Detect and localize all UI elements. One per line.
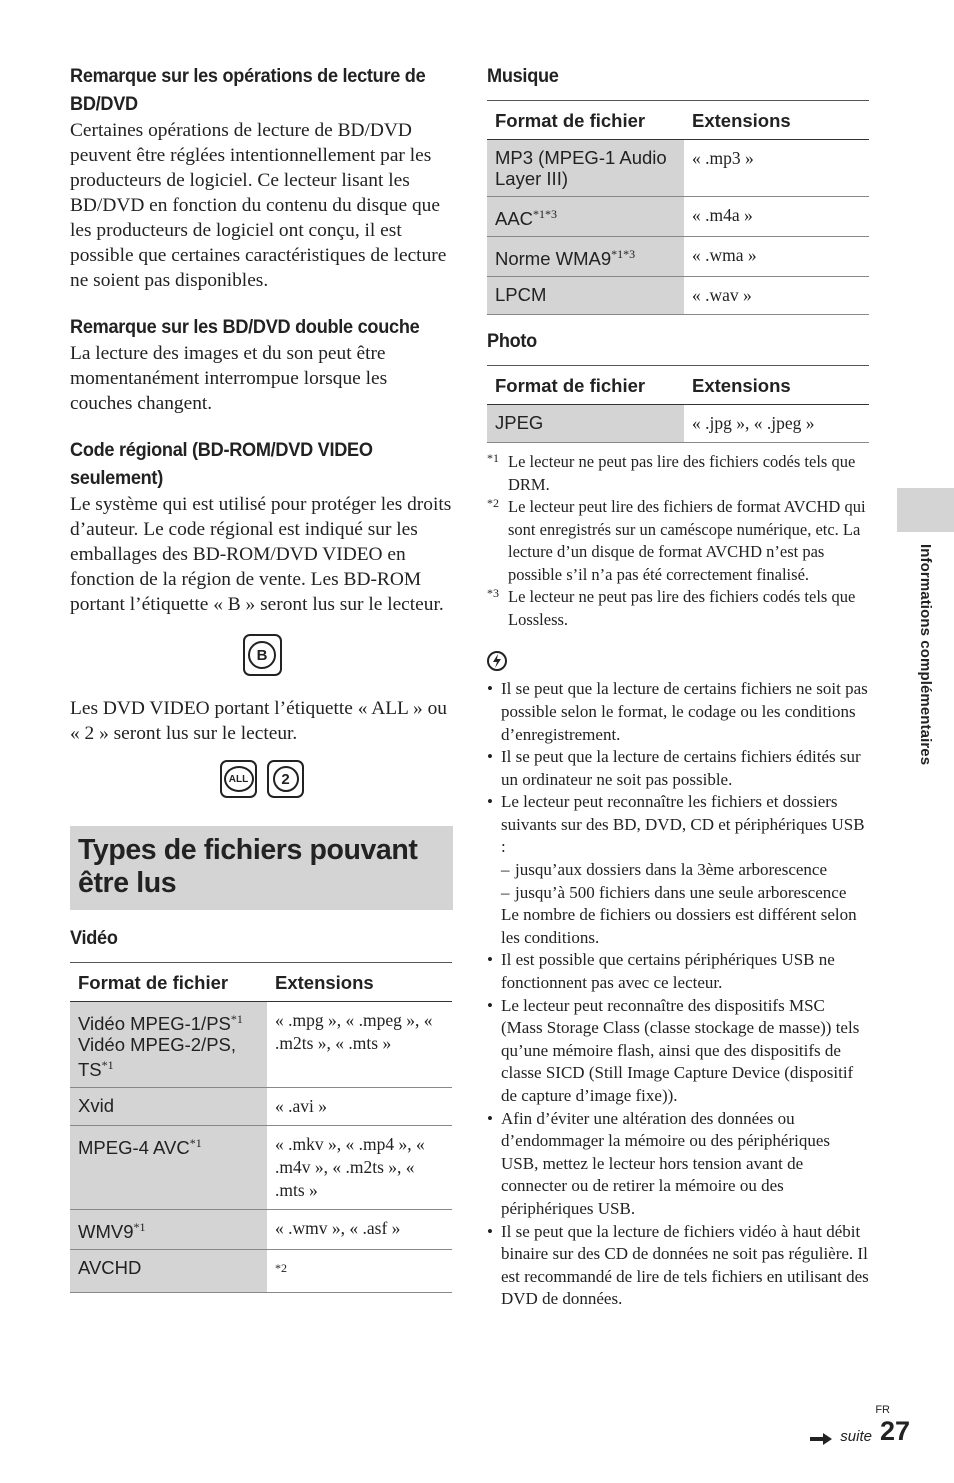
extension-cell: [267, 1250, 452, 1293]
extension-cell: « .wma »: [684, 237, 869, 277]
format-cell: LPCM: [487, 277, 684, 315]
region-dvd-badge-row: [70, 760, 454, 798]
footnote-ref: *1: [189, 1136, 202, 1151]
footnote-mark: *1: [487, 451, 499, 466]
footnote-text: Le lecteur ne peut pas lire des fichiers codés tels que DRM.: [508, 452, 856, 494]
table-row: [487, 140, 869, 197]
section-body-playback-note: Certaines opérations de lecture de BD/DVD peuvent être réglées intentionnellement par les producteurs de logiciel. Ce lecteur lisant les BD/DVD en fonction du contenu du disque que les producteurs de logiciel ont conçu, il est possible que certaines caractéristiques de lecture ne soient pas disponibles.: [70, 120, 447, 291]
footnote-ref: *1*3: [611, 247, 636, 262]
format-cell: JPEG: [487, 405, 684, 443]
format-text: Vidéo MPEG-1/PS: [78, 1013, 231, 1035]
section-body-region-code-dvd: Les DVD VIDEO portant l’étiquette « ALL » ou « 2 » seront lus sur le lecteur.: [70, 698, 447, 744]
table-row: [487, 237, 869, 277]
section-title-dual-layer: Remarque sur les BD/DVD double couche: [70, 316, 420, 338]
photo-format-table: [487, 365, 869, 443]
column-header-extensions: Extensions: [267, 963, 452, 1002]
continued-label: suite: [840, 1428, 872, 1445]
chapter-side-label: [918, 544, 938, 800]
video-label: Vidéo: [70, 927, 118, 949]
footnote-ref: *1: [230, 1012, 243, 1026]
section-body-dual-layer: La lecture des images et du son peut être momentanément interrompue lorsque les couches changent.: [70, 343, 388, 414]
video-format-table: [70, 962, 452, 1293]
column-header-format: Format de fichier: [487, 101, 684, 140]
list-item: • Le lecteur peut reconnaître des dispositifs MSC (Mass Storage Class (classe stockage de masse)) tels qu’une mémoire flash, ainsi que des dispositifs de classe SICD (Still Image Capture Device (dispositif de capture d’image fixe)).: [487, 995, 869, 1108]
format-cell: [487, 197, 684, 237]
table-row: [70, 1126, 452, 1210]
list-item: [487, 791, 869, 949]
extension-cell: « .mpg », « .mpeg », « .m2ts », « .mts »: [267, 1002, 452, 1088]
format-cell: AVCHD: [70, 1250, 267, 1293]
table-row: [70, 1210, 452, 1250]
list-item: • Il se peut que la lecture de certains fichiers ne soit pas possible selon le format, le codage ou les conditions d’enregistrement.: [487, 678, 869, 746]
footnote-mark: *3: [487, 586, 499, 601]
table-row: [487, 197, 869, 237]
extension-cell: « .avi »: [267, 1088, 452, 1126]
region-b-badge-row: [70, 634, 454, 676]
format-cell: [70, 1126, 267, 1210]
extension-cell: « .mp3 »: [684, 140, 869, 197]
footnote: [487, 451, 869, 496]
footnote-text: Le lecteur peut lire des fichiers de format AVCHD qui sont enregistrés sur un caméscope numérique, etc. La lecture d’un disque de format AVCHD n’est pas possible s’il n’a pas été correctement finalisé.: [508, 497, 866, 584]
note-subitem: – jusqu’à 500 fichiers dans une seule arborescence: [501, 882, 869, 905]
list-item: • Il est possible que certains périphériques USB ne fonctionnent pas avec ce lecteur.: [487, 949, 869, 994]
extension-cell: « .jpg », « .jpeg »: [684, 405, 869, 443]
footnote-text: Le lecteur ne peut pas lire des fichiers codés tels que Lossless.: [508, 587, 856, 629]
chapter-tab-marker: [897, 488, 954, 532]
note-text: Le nombre de fichiers ou dossiers est différent selon les conditions.: [501, 905, 857, 947]
format-text: WMV9: [78, 1221, 134, 1243]
region-2-badge: [267, 760, 304, 798]
footnote-ref: *1: [133, 1220, 146, 1235]
footnote: [487, 586, 869, 631]
format-cell: [70, 1210, 267, 1250]
music-label: Musique: [487, 65, 559, 87]
region-all-label: ALL: [224, 766, 254, 792]
region-2-label: 2: [273, 766, 299, 792]
language-code: FR: [875, 1404, 890, 1416]
footnote-ref: *1: [101, 1058, 114, 1073]
column-header-format: Format de fichier: [70, 963, 267, 1002]
footnote-mark: *2: [487, 496, 499, 511]
note-subitem: – jusqu’aux dossiers dans la 3ème arborescence: [501, 859, 869, 882]
table-row: [487, 405, 869, 443]
region-b-label: B: [248, 641, 276, 669]
section-title-playback-note: Remarque sur les opérations de lecture de BD/DVD: [70, 65, 426, 115]
format-cell: [487, 237, 684, 277]
format-text: Norme WMA9: [495, 248, 612, 270]
table-row: [70, 1250, 452, 1293]
section-body-region-code: Le système qui est utilisé pour protéger les droits d’auteur. Le code régional est indiqué sur les emballages des BD-ROM/DVD VIDEO en fonction de la région de vente. Les BD-ROM portant l’étiquette « B » seront lus sur le lecteur.: [70, 494, 452, 615]
page-footer: [810, 1404, 910, 1445]
list-item: • Afin d’éviter une altération des données ou d’endommager la mémoire ou des périphériques USB, mettez le lecteur hors tension avant de connecter ou de retirer la mémoire ou des périphériques USB.: [487, 1108, 869, 1221]
table-row: [487, 277, 869, 315]
list-item: • Il se peut que la lecture de fichiers vidéo à haut débit binaire sur des CD de données ne soit pas régulière. Il est recommandé de lire de tels fichiers en utilisant des DVD de données.: [487, 1221, 869, 1311]
table-header-row: [487, 366, 869, 405]
format-text: MPEG-4 AVC: [78, 1137, 190, 1159]
region-b-badge: [243, 634, 282, 676]
footnote: [487, 496, 869, 586]
right-column: [487, 62, 869, 1311]
left-column: [70, 62, 454, 1293]
column-header-format: Format de fichier: [487, 366, 684, 405]
table-row: [70, 1088, 452, 1126]
extension-cell: « .wav »: [684, 277, 869, 315]
chapter-side-label-text: Informations complémentaires: [917, 544, 934, 766]
table-header-row: [70, 963, 452, 1002]
music-format-table: [487, 100, 869, 315]
format-cell: [70, 1002, 267, 1088]
extension-cell: « .m4a »: [684, 197, 869, 237]
table-header-row: [487, 101, 869, 140]
tip-icon: [487, 651, 869, 676]
note-text: • Le lecteur peut reconnaître les fichiers et dossiers suivants sur des BD, DVD, CD et périphériques USB :: [501, 792, 865, 857]
format-text: Vidéo MPEG-2/PS, TS: [78, 1034, 237, 1081]
table-row: [70, 1002, 452, 1088]
footnotes: [487, 451, 869, 631]
column-header-extensions: Extensions: [684, 101, 869, 140]
footnote-ref: *2: [275, 1261, 287, 1276]
extension-cell: « .wmv », « .asf »: [267, 1210, 452, 1250]
format-text: AAC: [495, 208, 534, 230]
format-cell: MP3 (MPEG-1 Audio Layer III): [487, 140, 684, 197]
section-title-region-code: Code régional (BD-ROM/DVD VIDEO seulement): [70, 439, 373, 489]
list-item: • Il se peut que la lecture de certains fichiers édités sur un ordinateur ne soit pas possible.: [487, 746, 869, 791]
arrow-right-icon: [810, 1433, 832, 1445]
page-number: 27: [879, 1416, 910, 1446]
format-cell: Xvid: [70, 1088, 267, 1126]
photo-label: Photo: [487, 330, 537, 353]
extension-cell: « .mkv », « .mp4 », « .m4v », « .m2ts », « .mts »: [267, 1126, 452, 1210]
section-heading-file-types: Types de fichiers pouvant être lus: [70, 826, 453, 910]
region-all-badge: [220, 760, 257, 798]
column-header-extensions: Extensions: [684, 366, 869, 405]
notes-list: [487, 678, 869, 1311]
footnote-ref: *1*3: [533, 207, 558, 221]
